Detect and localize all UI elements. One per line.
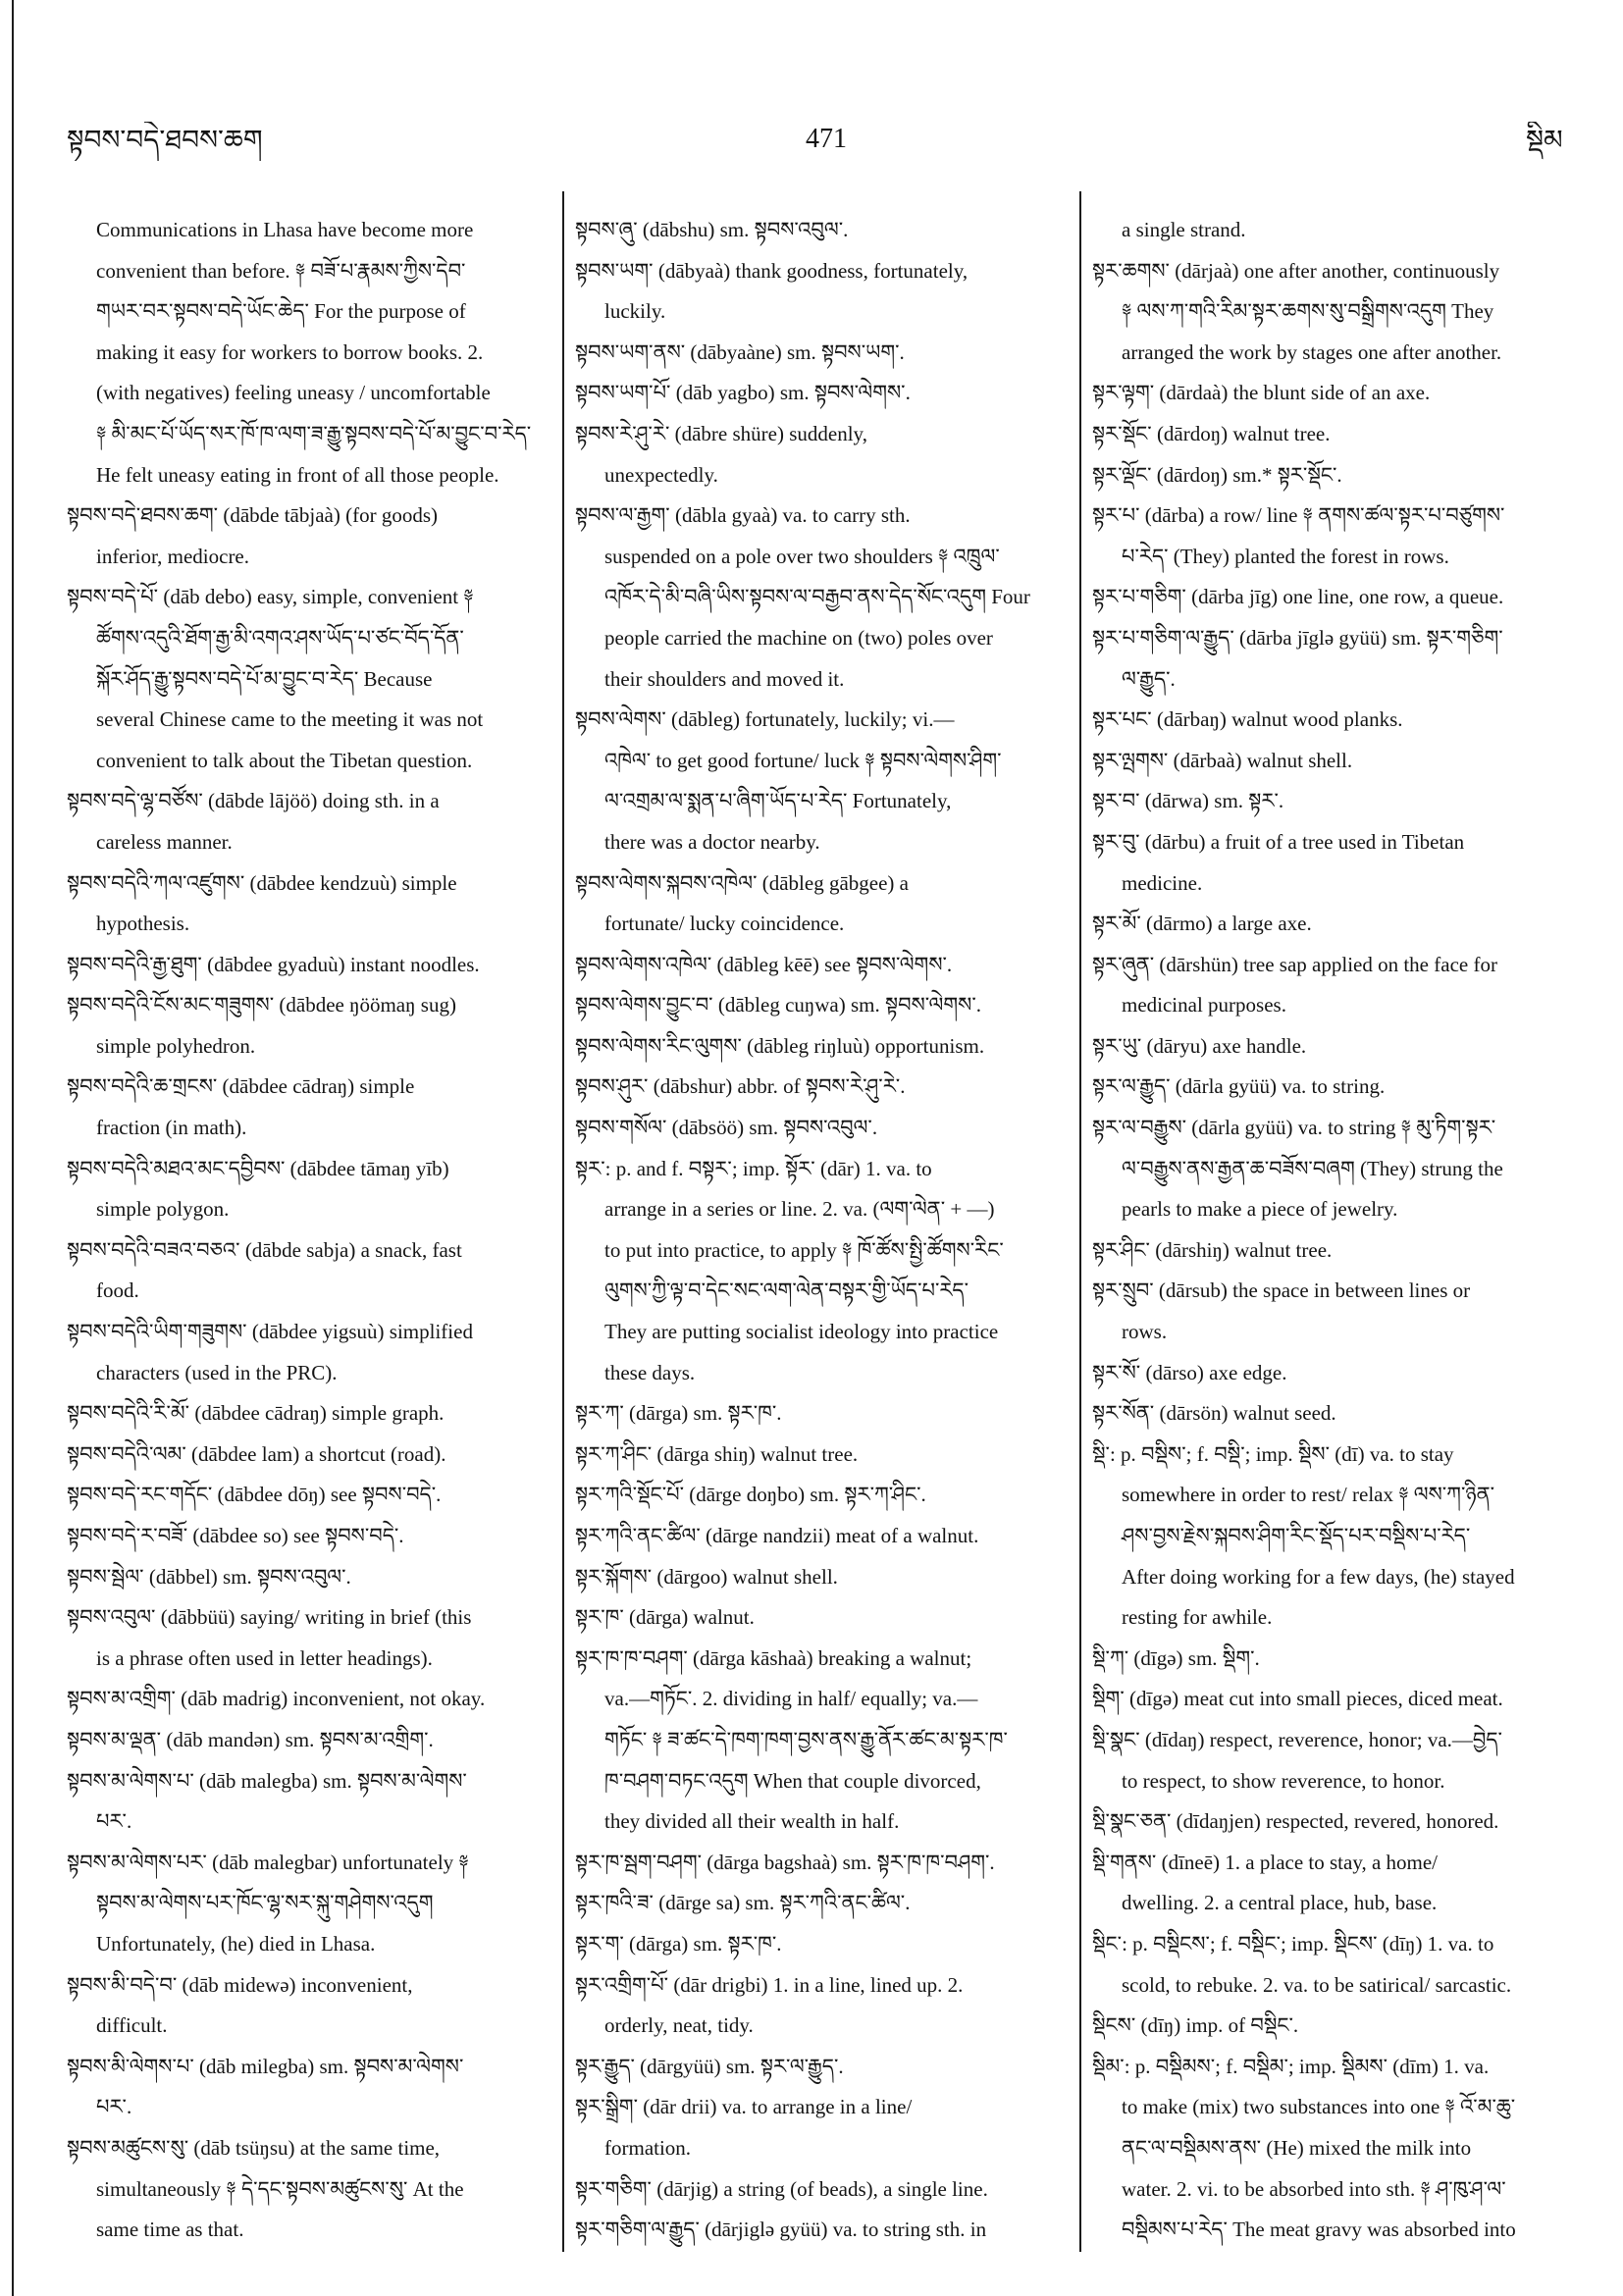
entry-headword-line: སྟར་པ་གཅིག་ (dārba jīg) one line, one row, a queue.	[1092, 585, 1504, 609]
dictionary-entry	[1092, 373, 1607, 414]
entry-headword-line: སྟབས་ཡག་ནས་ (dābyaàne) sm. སྟབས་ཡག་.	[575, 339, 905, 364]
dictionary-entry	[575, 414, 1066, 496]
entry-headword-line: སྟར་འགྲིག་པོ་ (dār drigbi) 1. in a line, lined up. 2.	[575, 1972, 964, 1997]
dictionary-entry	[1092, 455, 1607, 496]
entry-continuation-line: འཁོར་དེ་མི་བཞི་ཡིས་སྟབས་ལ་བརྒྱབ་ནས་དེད་སོང་འདུག Four	[604, 585, 1030, 609]
right-running-head: སྡིམ	[1526, 126, 1563, 156]
entry-continuation-line: difficult.	[96, 2013, 168, 2038]
dictionary-entry	[575, 1597, 1066, 1639]
continued-entry-line: (with negatives) feeling uneasy / uncomfortable	[96, 381, 491, 405]
entry-headword-line: སྟར་ཆགས་ (dārjaà) one after another, continuously	[1092, 258, 1500, 283]
dictionary-entry	[67, 1230, 548, 1312]
entry-headword-line: སྟབས་མ་ལེགས་པ་ (dāb malegba) sm. སྟབས་མ་ལེགས་	[67, 1768, 467, 1793]
dictionary-entry	[575, 1475, 1066, 1516]
dictionary-entry	[67, 2047, 548, 2128]
entry-continuation-line: pearls to make a piece of jewelry.	[1122, 1197, 1398, 1222]
dictionary-entry	[1092, 1843, 1607, 1924]
dictionary-entry	[575, 700, 1066, 862]
dictionary-entry	[575, 496, 1066, 700]
dictionary-entry	[575, 2047, 1066, 2088]
entry-continuation-line: སྟབས་མ་ལེགས་པར་ཁོང་ལྷ་སར་སྐུ་གཤེགས་འདུག	[96, 1891, 434, 1915]
dictionary-entry	[575, 1393, 1066, 1435]
dictionary-entry	[1092, 1679, 1607, 1720]
entry-continuation-line: fortunate/ lucky coincidence.	[604, 912, 845, 936]
continued-entry-line: He felt uneasy eating in front of all those people.	[96, 462, 499, 487]
entry-headword-line: སྟབས་ལེགས་སྐབས་འཁེལ་ (dābleg gābgee) a	[575, 870, 909, 895]
entry-continuation-line: ལུགས་ཀྱི་ལྟ་བ་དེང་སང་ལག་ལེན་བསྟར་གྱི་ཡོད་པ་རེད་	[604, 1278, 969, 1303]
dictionary-entry	[67, 1435, 548, 1476]
dictionary-entry	[67, 863, 548, 945]
entry-continuation-line: medicinal purposes.	[1122, 993, 1286, 1018]
continued-entry-line: Communications in Lhasa have become more	[96, 218, 474, 241]
entry-headword-line: སྟབས་བདེའི་ངོས་མང་གཟུགས་ (dābdee ŋöömaŋ sug)	[67, 993, 456, 1018]
dictionary-entry	[575, 1067, 1066, 1108]
entry-headword-line: སྡིམ་: p. བསྡིམས་; f. བསྡིམ་; imp. སྡིམས་ (dīm) 1. va.	[1092, 2054, 1490, 2078]
entry-headword-line: སྟབས་མ་ལེགས་པར་ (dāb malegbar) unfortunately ༈	[67, 1850, 469, 1874]
entry-headword-line: སྟབས་བདེའི་བཟའ་བཅའ་ (dābde sabja) a snack, fast	[67, 1237, 462, 1262]
entry-headword-line: སྡིངས་ (dīŋ) imp. of བསྡིང་.	[1092, 2013, 1299, 2038]
entry-headword-line: སྟབས་བདེ་ཐབས་ཆག་ (dābde tābjaà) (for goods)	[67, 503, 438, 528]
entry-continuation-line: rows.	[1122, 1320, 1168, 1344]
entry-continuation-line: water. 2. vi. to be absorbed into sth. ༈ ཤ་ཁུ་ཤ་ལ་	[1122, 2176, 1506, 2201]
dictionary-entry	[1092, 1108, 1607, 1230]
entry-headword-line: སྟབས་བདེའི་རི་མོ་ (dābdee cādraŋ) simple graph.	[67, 1401, 445, 1426]
entry-continuation-line: པ་རེད་ (They) planted the forest in rows.	[1122, 544, 1449, 568]
entry-headword-line: སྟར་ལྟག་ (dārdaà) the blunt side of an axe.	[1092, 381, 1431, 405]
dictionary-entry	[575, 863, 1066, 945]
continued-entry-line: ༈ མི་མང་པོ་ཡོད་སར་ཁོ་ཁ་ལག་ཟ་རྒྱུ་སྟབས་བདེ་པོ་མ་བྱུང་བ་རེད་	[96, 421, 532, 445]
entry-continuation-line: convenient to talk about the Tibetan question.	[96, 748, 473, 772]
column-divider	[1079, 191, 1081, 2252]
dictionary-entry	[67, 1720, 548, 1761]
entry-headword-line: སྟབས་བདེའི་མཐའ་མང་དབྱིབས་ (dābdee tāmaŋ yīb)	[67, 1156, 449, 1180]
dictionary-entry	[67, 577, 548, 781]
entry-headword-line: སྟར་ཀ་ (dārga) sm. སྟར་ཁ་.	[575, 1401, 782, 1426]
entry-continuation-line: simple polygon.	[96, 1197, 230, 1222]
entry-continuation-line: to respect, to show reverence, to honor.	[1122, 1768, 1445, 1793]
dictionary-entry	[575, 1843, 1066, 1884]
page-number: 471	[806, 124, 847, 154]
dictionary-entry	[575, 251, 1066, 333]
entry-headword-line: སྟར་ཀའི་ནང་ཚིལ་ (dārge nandzii) meat of a walnut.	[575, 1524, 979, 1547]
entry-headword-line: སྟར་ཤིང་ (dārshiŋ) walnut tree.	[1092, 1237, 1333, 1262]
dictionary-entry	[1092, 618, 1607, 700]
entry-headword-line: སྟབས་སྦེལ་ (dābbel) sm. སྟབས་འབུལ་.	[67, 1564, 351, 1589]
dictionary-entry	[1092, 700, 1607, 741]
dictionary-entry	[1092, 2006, 1607, 2047]
dictionary-entry	[575, 1435, 1066, 1476]
entry-headword-line: སྟར་པ་གཅིག་ལ་རྒྱུད་ (dārba jīglə gyüü) sm. སྟར་གཅིག་	[1092, 625, 1503, 650]
entry-headword-line: སྡི་སྣང་ (dīdaŋ) respect, reverence, honor; va.—བྱེད་	[1092, 1727, 1502, 1751]
entry-continuation-line: འཁེལ་ to get good fortune/ luck ༈ སྟབས་ལེགས་ཤིག་	[604, 748, 1002, 772]
dictionary-entry	[575, 2087, 1066, 2168]
dictionary-entry	[575, 1639, 1066, 1843]
entry-continuation-line: luckily.	[604, 299, 666, 324]
entry-continuation-line: arranged the work by stages one after another.	[1122, 339, 1502, 364]
entry-headword-line: སྟབས་བདེ་ར་བཟོ་ (dābdee so) see སྟབས་བདེ་.	[67, 1524, 404, 1547]
dictionary-entry	[1092, 1924, 1607, 2006]
dictionary-entry	[575, 985, 1066, 1026]
entry-headword-line: སྟབས་ཞུ་ (dābshu) sm. སྟབས་འབུལ་.	[575, 218, 849, 241]
dictionary-entry	[1092, 822, 1607, 904]
entry-headword-line: སྟབས་བདེའི་ཆ་གྲངས་ (dābdee cādraŋ) simple	[67, 1074, 415, 1099]
dictionary-entry	[1092, 1353, 1607, 1394]
entry-continuation-line: to make (mix) two substances into one ༈ འོ་མ་ཆུ་	[1122, 2095, 1516, 2119]
entry-continuation-line: པར་.	[96, 2095, 132, 2119]
entry-headword-line: སྟར་ཞུན་ (dārshün) tree sap applied on the face for	[1092, 952, 1497, 976]
dictionary-entry	[1092, 577, 1607, 618]
entry-continuation-line: unexpectedly.	[604, 462, 718, 487]
dictionary-entry	[1092, 1026, 1607, 1068]
entry-headword-line: སྡི་: p. བསྡིས་; f. བསྡི་; imp. སྡིས་ (dī) va. to stay	[1092, 1441, 1454, 1466]
entry-continuation-line: སྐོར་ཤོད་རྒྱུ་སྟབས་བདེ་པོ་མ་བྱུང་བ་རེད་ Because	[96, 666, 433, 691]
dictionary-entry	[1092, 1230, 1607, 1272]
dictionary-entry	[1092, 496, 1607, 577]
entry-headword-line: སྟར་པང་ (dārbaŋ) walnut wood planks.	[1092, 707, 1403, 732]
entry-continuation-line: their shoulders and moved it.	[604, 666, 845, 691]
entry-continuation-line: inferior, mediocre.	[96, 544, 250, 568]
entry-headword-line: སྟར་སྲུབ་ (dārsub) the space in between lines or	[1092, 1278, 1471, 1303]
entry-continuation-line: ཚོགས་འདུའི་ཐོག་རྒྱ་མི་འགའ་ཤས་ཡོད་པ་ཙང་བོད་དོན་	[96, 625, 464, 650]
entry-continuation-line: formation.	[604, 2135, 692, 2160]
entry-continuation-line: They are putting socialist ideology into practice	[604, 1320, 999, 1344]
dictionary-entry	[67, 1597, 548, 1679]
entry-continuation-line: scold, to rebuke. 2. va. to be satirical/ sarcastic.	[1122, 1972, 1512, 1997]
entry-headword-line: སྟར་ལྤགས་ (dārbaà) walnut shell.	[1092, 748, 1353, 772]
entry-continuation-line: པར་.	[96, 1809, 132, 1834]
entry-headword-line: སྟར་ཁ་ (dārga) walnut.	[575, 1605, 755, 1630]
dictionary-entry	[67, 781, 548, 862]
entry-headword-line: སྟབས་བདེའི་ཡིག་གཟུགས་ (dābdee yigsuù) simplified	[67, 1320, 473, 1344]
dictionary-entry	[575, 333, 1066, 374]
entry-continuation-line: is a phrase often used in letter headings).	[96, 1645, 433, 1670]
entry-headword-line: སྟབས་ལ་རྒྱག་ (dābla gyaà) va. to carry sth.	[575, 503, 911, 528]
entry-headword-line: སྟར་ལ་བརྒྱུས་ (dārla gyüü) va. to string ༈ མུ་ཏིག་སྟར་	[1092, 1116, 1496, 1140]
dictionary-entry	[67, 1516, 548, 1557]
entry-headword-line: སྟར་ག་ (dārga) sm. སྟར་ཁ་.	[575, 1931, 782, 1956]
dictionary-entry	[575, 1516, 1066, 1557]
entry-headword-line: སྟར་ཁ་ཁ་བཤག་ (dārga kāshaà) breaking a walnut;	[575, 1645, 972, 1670]
entry-headword-line: སྡིང་: p. བསྡིངས་; f. བསྡིང་; imp. སྡིངས་ (dīŋ) 1. va. to	[1092, 1931, 1494, 1956]
entry-continuation-line: dwelling. 2. a central place, hub, base.	[1122, 1891, 1438, 1915]
dictionary-entry	[575, 2210, 1066, 2251]
entry-continuation-line: hypothesis.	[96, 912, 190, 936]
dictionary-entry	[1092, 251, 1607, 374]
dictionary-entry	[1092, 1801, 1607, 1843]
continued-entry-line: convenient than before. ༈ བཟོ་པ་རྣམས་ཀྱིས་དེབ་	[96, 258, 466, 283]
dictionary-entry	[575, 2169, 1066, 2211]
dictionary-entry	[575, 1108, 1066, 1149]
entry-headword-line: སྟབས་མི་ལེགས་པ་ (dāb milegba) sm. སྟབས་མ་ལེགས་	[67, 2054, 464, 2078]
entry-headword-line: སྡི་ཀ་ (dīgə) sm. སྡིག་.	[1092, 1645, 1260, 1670]
entry-headword-line: སྟར་ཀ་ཤིང་ (dārga shiŋ) walnut tree.	[575, 1441, 859, 1466]
entry-headword-line: སྟར་ཁ་སྦག་བཤག་ (dārga bagshaà) sm. སྟར་ཁ་ཁ་བཤག་.	[575, 1850, 995, 1874]
entry-continuation-line: ལ་འགྲམ་ལ་སྨན་པ་ཞིག་ཡོད་པ་རེད་ Fortunately,	[604, 789, 952, 813]
entry-headword-line: སྟར་སོ་ (dārso) axe edge.	[1092, 1360, 1287, 1384]
entry-continuation-line: va.—གཏོང་. 2. dividing in half/ equally; va.—	[604, 1687, 978, 1711]
entry-headword-line: སྟབས་མཚུངས་སུ་ (dāb tsüŋsu) at the same time,	[67, 2135, 441, 2160]
dictionary-entry	[1092, 781, 1607, 822]
entry-headword-line: སྟར་མོ་ (dārmo) a large axe.	[1092, 912, 1312, 936]
entry-headword-line: སྟབས་ལེགས་བྱུང་བ་ (dābleg cuŋwa) sm. སྟབས་ལེགས་.	[575, 993, 981, 1018]
dictionary-entry	[575, 373, 1066, 414]
dictionary-entry	[67, 1965, 548, 2047]
entry-continuation-line: food.	[96, 1278, 139, 1303]
dictionary-entry	[575, 1965, 1066, 2047]
dictionary-entry	[1092, 945, 1607, 1026]
entry-headword-line: སྟབས་ལེགས་རིང་ལུགས་ (dābleg riŋluù) opportunism.	[575, 1033, 985, 1058]
entry-headword-line: སྟར་ཀའི་སྡོང་པོ་ (dārge doŋbo) sm. སྟར་ཀ་ཤིང་.	[575, 1483, 926, 1507]
entry-headword-line: སྟབས་མི་བདེ་བ་ (dāb midewə) inconvenient,	[67, 1972, 413, 1997]
entry-headword-line: སྟབས་བདེའི་ལམ་ (dābdee lam) a shortcut (road).	[67, 1441, 446, 1466]
entry-continuation-line: several Chinese came to the meeting it was not	[96, 707, 484, 732]
dictionary-entry	[575, 1924, 1066, 1965]
entry-headword-line: སྟབས་བདེའི་རྒྱ་ཐུག་ (dābdee gyaduù) instant noodles.	[67, 952, 480, 976]
column-2	[575, 210, 1066, 2251]
column-divider	[562, 191, 564, 2252]
dictionary-entry	[1092, 1271, 1607, 1352]
entry-headword-line: སྟབས་ལེགས་འཁེལ་ (dābleg kēē) see སྟབས་ལེགས་.	[575, 952, 953, 976]
entry-headword-line: སྟབས་ལེགས་ (dābleg) fortunately, luckily; vi.—	[575, 707, 955, 732]
entry-headword-line: སྟར་ལྡོང་ (dārdoŋ) sm.* སྟར་སྡོང་.	[1092, 462, 1342, 487]
continued-entry-line: གཡར་བར་སྟབས་བདེ་ཡོང་ཆེད་ For the purpose of	[96, 299, 466, 324]
dictionary-entry	[67, 1393, 548, 1435]
entry-headword-line: སྟར་སྡོང་ (dārdoŋ) walnut tree.	[1092, 421, 1331, 445]
entry-headword-line: སྟབས་འབུལ་ (dābbüü) saying/ writing in brief (this	[67, 1605, 472, 1630]
entry-continuation-line: After doing working for a few days, (he) stayed	[1122, 1564, 1515, 1589]
column-3	[1092, 210, 1607, 2251]
entry-headword-line: སྟར་སྒྲིག་ (dār drii) va. to arrange in a line/	[575, 2095, 913, 2119]
entry-headword-line: སྟབས་ཤུར་ (dābshur) abbr. of སྟབས་རེ་ཤུ་རེ་.	[575, 1074, 906, 1099]
entry-continuation-line: ནང་ལ་བསྡིམས་ནས་ (He) mixed the milk into	[1122, 2135, 1472, 2160]
entry-headword-line: སྟར་གཅིག་ (dārjig) a string (of beads), a single line.	[575, 2176, 988, 2201]
continued-entry-line: making it easy for workers to borrow books. 2.	[96, 339, 484, 364]
entry-continuation-line: བསྡིམས་པ་རེད་ The meat gravy was absorbed into	[1122, 2218, 1516, 2242]
dictionary-entry	[575, 1883, 1066, 1924]
entry-continuation-line: there was a doctor nearby.	[604, 829, 820, 854]
dictionary-entry	[575, 1149, 1066, 1394]
dictionary-entry	[67, 1312, 548, 1393]
entry-headword-line: སྡི་སྣང་ཅན་ (dīdaŋjen) respected, revered, honored.	[1092, 1809, 1499, 1834]
entry-continuation-line: these days.	[604, 1360, 696, 1384]
dictionary-entry	[67, 2128, 548, 2251]
continued-entry-line: a single strand.	[1122, 218, 1246, 241]
dictionary-entry	[67, 1761, 548, 1843]
entry-headword-line: སྟར་: p. and f. བསྟར་; imp. སྟོར་ (dār) 1. va. to	[575, 1156, 932, 1180]
entry-headword-line: སྟར་སྐོགས་ (dārgoo) walnut shell.	[575, 1564, 838, 1589]
entry-headword-line: སྟབས་མ་འགྲིག་ (dāb madrig) inconvenient, not okay.	[67, 1687, 486, 1711]
entry-continuation-line: characters (used in the PRC).	[96, 1360, 338, 1384]
dictionary-entry	[1092, 2047, 1607, 2251]
entry-continuation-line: simple polyhedron.	[96, 1033, 256, 1058]
entry-headword-line: སྟར་ལ་རྒྱུད་ (dārla gyüü) va. to string.	[1092, 1074, 1386, 1099]
entry-continuation-line: suspended on a pole over two shoulders ༈ འཁྲུལ་	[604, 544, 1000, 568]
entry-continuation-line: medicine.	[1122, 870, 1203, 895]
entry-continuation-line: ལ་རྒྱུད་.	[1122, 666, 1176, 691]
entry-continuation-line: ཁ་བཤག་བཏང་འདུག When that couple divorced,	[604, 1768, 981, 1793]
dictionary-entry	[67, 1067, 548, 1148]
entry-headword-line: སྟར་བ་ (dārwa) sm. སྟར་.	[1092, 789, 1284, 813]
dictionary-entry	[575, 945, 1066, 986]
entry-continuation-line: གཏོང་ ༈ ཟ་ཚང་དེ་ཁག་ཁག་བྱས་ནས་རྒྱུ་ནོར་ཚང་མ་སྟར་ཁ་	[604, 1727, 1008, 1751]
dictionary-entry	[1092, 904, 1607, 945]
entry-headword-line: སྟབས་ཡག་ (dābyaà) thank goodness, fortunately,	[575, 258, 969, 283]
entry-continuation-line: simultaneously ༈ དེ་དང་སྟབས་མཚུངས་སུ་ At the	[96, 2176, 464, 2201]
entry-continuation-line: same time as that.	[96, 2218, 244, 2242]
dictionary-entry	[1092, 1435, 1607, 1639]
entry-continuation-line: ༈ ལས་ཀ་གའི་རིམ་སྟར་ཆགས་སུ་བསྒྲིགས་འདུག They	[1122, 299, 1494, 324]
entry-headword-line: སྟར་ཡུ་ (dāryu) axe handle.	[1092, 1033, 1307, 1058]
column-1	[67, 210, 548, 2251]
entry-continuation-line: fraction (in math).	[96, 1116, 247, 1140]
dictionary-entry	[67, 496, 548, 577]
entry-headword-line: སྟབས་བདེ་པོ་ (dāb debo) easy, simple, convenient ༈	[67, 585, 474, 609]
entry-headword-line: སྟར་སོན་ (dārsön) walnut seed.	[1092, 1401, 1336, 1426]
entry-headword-line: སྡིག་ (dīgə) meat cut into small pieces, diced meat.	[1092, 1687, 1503, 1711]
entry-continuation-line: to put into practice, to apply ༈ ཁོ་ཚོས་སྤྱི་ཚོགས་རིང་	[604, 1237, 1004, 1262]
entry-continuation-line: careless manner.	[96, 829, 233, 854]
dictionary-entry	[67, 1557, 548, 1598]
dictionary-entry	[1092, 1067, 1607, 1108]
dictionary-entry	[67, 1843, 548, 1965]
entry-continuation-line: they divided all their wealth in half.	[604, 1809, 900, 1834]
dictionary-entry	[67, 945, 548, 986]
entry-continuation-line: somewhere in order to rest/ relax ༈ ལས་ཀ་ཉིན་	[1122, 1483, 1495, 1507]
entry-continuation-line: Unfortunately, (he) died in Lhasa.	[96, 1931, 376, 1956]
dictionary-entry	[575, 1557, 1066, 1598]
entry-continuation-line: resting for awhile.	[1122, 1605, 1273, 1630]
entry-headword-line: སྟབས་མ་ལྡན་ (dāb mandən) sm. སྟབས་མ་འགྲིག་.	[67, 1727, 434, 1751]
dictionary-entry	[67, 985, 548, 1067]
entry-headword-line: སྟར་པ་ (dārba) a row/ line ༈ ནགས་ཚལ་སྟར་པ་བཙུགས་	[1092, 503, 1505, 528]
entry-headword-line: སྟབས་གསོལ་ (dābsöö) sm. སྟབས་འབུལ་.	[575, 1116, 878, 1140]
entry-headword-line: སྟབས་ཡག་པོ་ (dāb yagbo) sm. སྟབས་ལེགས་.	[575, 381, 911, 405]
dictionary-entry	[67, 1475, 548, 1516]
entry-headword-line: སྟར་ཁའི་ཟ་ (dārge sa) sm. སྟར་ཀའི་ནང་ཚིལ་.	[575, 1891, 911, 1915]
entry-headword-line: སྟབས་བདེ་རང་གདོང་ (dābdee dōŋ) see སྟབས་བདེ་.	[67, 1483, 442, 1507]
dictionary-entry	[1092, 1393, 1607, 1435]
entry-continuation-line: people carried the machine on (two) poles over	[604, 625, 993, 650]
entry-headword-line: སྟབས་བདེ་ལྷ་བཙོས་ (dābde lājöö) doing sth. in a	[67, 789, 440, 813]
dictionary-entry	[575, 210, 1066, 251]
entry-continuation-line: ལ་བརྒྱུས་ནས་རྒྱན་ཆ་བཟོས་བཞག (They) strung the	[1122, 1156, 1503, 1180]
entry-headword-line: སྟར་རྒྱུད་ (dārgyüü) sm. སྟར་ལ་རྒྱུད་.	[575, 2054, 844, 2078]
entry-continuation-line: ཤས་བྱས་རྗེས་སྐབས་ཤིག་རིང་སྡོད་པར་བསྡིས་པ་རེད་	[1122, 1524, 1471, 1547]
entry-headword-line: སྟར་གཅིག་ལ་རྒྱུད་ (dārjiglə gyüü) va. to string sth. in	[575, 2218, 987, 2242]
entry-continuation-line: arrange in a series or line. 2. va. (ལག་ལེན་ + —)	[604, 1197, 995, 1222]
dictionary-entry	[575, 1026, 1066, 1068]
entry-headword-line: སྡི་གནས་ (dīneē) 1. a place to stay, a home/	[1092, 1850, 1439, 1874]
dictionary-entry	[67, 1679, 548, 1720]
entry-headword-line: སྟབས་བདེའི་ཀལ་འཛུགས་ (dābdee kendzuù) simple	[67, 870, 457, 895]
dictionary-entry	[1092, 414, 1607, 455]
page-edge-rule	[12, 0, 14, 2296]
entry-headword-line: སྟབས་རེ་ཤུ་རེ་ (dābre shüre) suddenly,	[575, 421, 867, 445]
dictionary-entry	[67, 1149, 548, 1230]
left-running-head: སྟབས་བདེ་ཐབས་ཆག	[67, 126, 263, 156]
entry-continuation-line: orderly, neat, tidy.	[604, 2013, 754, 2038]
dictionary-entry	[1092, 1639, 1607, 1680]
dictionary-entry	[1092, 741, 1607, 782]
entry-headword-line: སྟར་བུ་ (dārbu) a fruit of a tree used in Tibetan	[1092, 829, 1465, 854]
dictionary-entry	[1092, 1720, 1607, 1801]
